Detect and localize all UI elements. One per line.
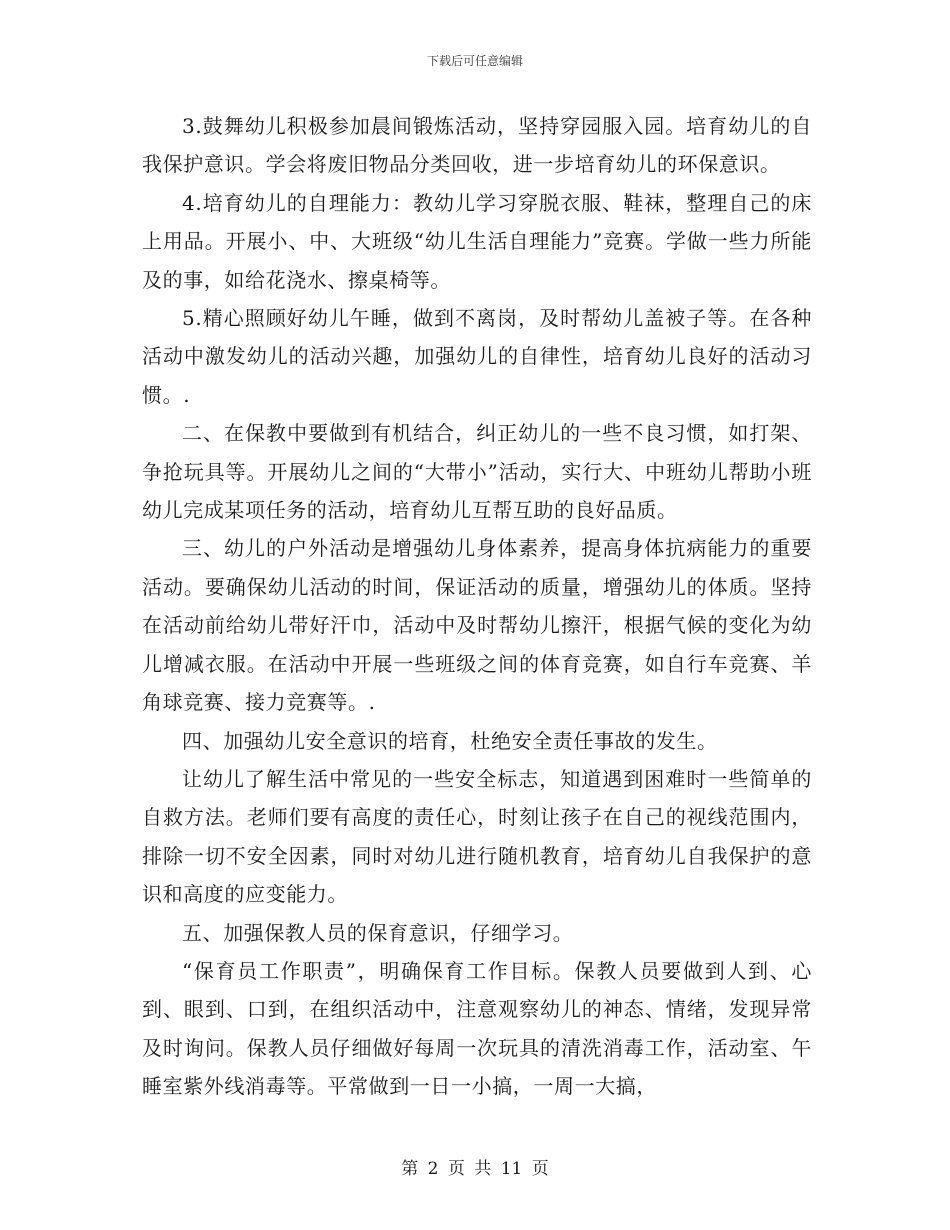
page-header-note: 下载后可任意编辑 xyxy=(426,54,523,68)
paragraph-item-4: 4.培育幼儿的自理能力：教幼儿学习穿脱衣服、鞋袜，整理自己的床上用品。开展小、中、大班级“幼儿生活自理能力”竞赛。学做一些力所能及的事，如给花浇水、擦桌椅等。 xyxy=(142,190,812,292)
paragraph-duties: “保育员工作职责”，明确保育工作目标。保教人员要做到人到、心到、眼到、口到，在组织活动中，注意观察幼儿的神态、情绪，发现异常及时询问。保教人员仔细做好每周一次玩具的清洗消毒工作，活动室、午睡室紫外线消毒等。平常做到一日一小搞，一周一大搞， xyxy=(142,958,812,1099)
paragraph-section-2: 二、在保教中要做到有机结合，纠正幼儿的一些不良习惯，如打架、争抢玩具等。开展幼儿之间的“大带小”活动，实行大、中班幼儿帮助小班幼儿完成某项任务的活动，培育幼儿互帮互助的良好品质。 xyxy=(142,421,812,523)
document-body xyxy=(142,107,812,1106)
paragraph-section-4-heading: 四、加强幼儿安全意识的培育，杜绝安全责任事故的发生。 xyxy=(182,728,718,753)
paragraph-section-5-heading: 五、加强保教人员的保育意识，仔细学习。 xyxy=(182,920,574,945)
paragraph-item-5: 5.精心照顾好幼儿午睡，做到不离岗，及时帮幼儿盖被子等。在各种活动中激发幼儿的活动兴趣，加强幼儿的自律性，培育幼儿良好的活动习惯。. xyxy=(142,306,812,407)
paragraph-section-3: 三、幼儿的户外活动是增强幼儿身体素养，提高身体抗病能力的重要活动。要确保幼儿活动的时间，保证活动的质量，增强幼儿的体质。坚持在活动前给幼儿带好汗巾，活动中及时帮幼儿擦汗，根据气候的变化为幼儿增减衣服。在活动中开展一些班级之间的体育竞赛，如自行车竞赛、羊角球竞赛、接力竞赛等。. xyxy=(142,536,812,715)
page-number: 第 2 页 共 11 页 xyxy=(401,1159,549,1179)
paragraph-item-3: 3.鼓舞幼儿积极参加晨间锻炼活动，坚持穿园服入园。培育幼儿的自我保护意识。学会将废旧物品分类回收，进一步培育幼儿的环保意识。 xyxy=(142,114,812,177)
paragraph-safety: 让幼儿了解生活中常见的一些安全标志，知道遇到困难时一些简单的自救方法。老师们要有高度的责任心，时刻让孩子在自己的视线范围内，排除一切不安全因素，同时对幼儿进行随机教育，培育幼儿自我保护的意识和高度的应变能力。 xyxy=(142,766,812,907)
